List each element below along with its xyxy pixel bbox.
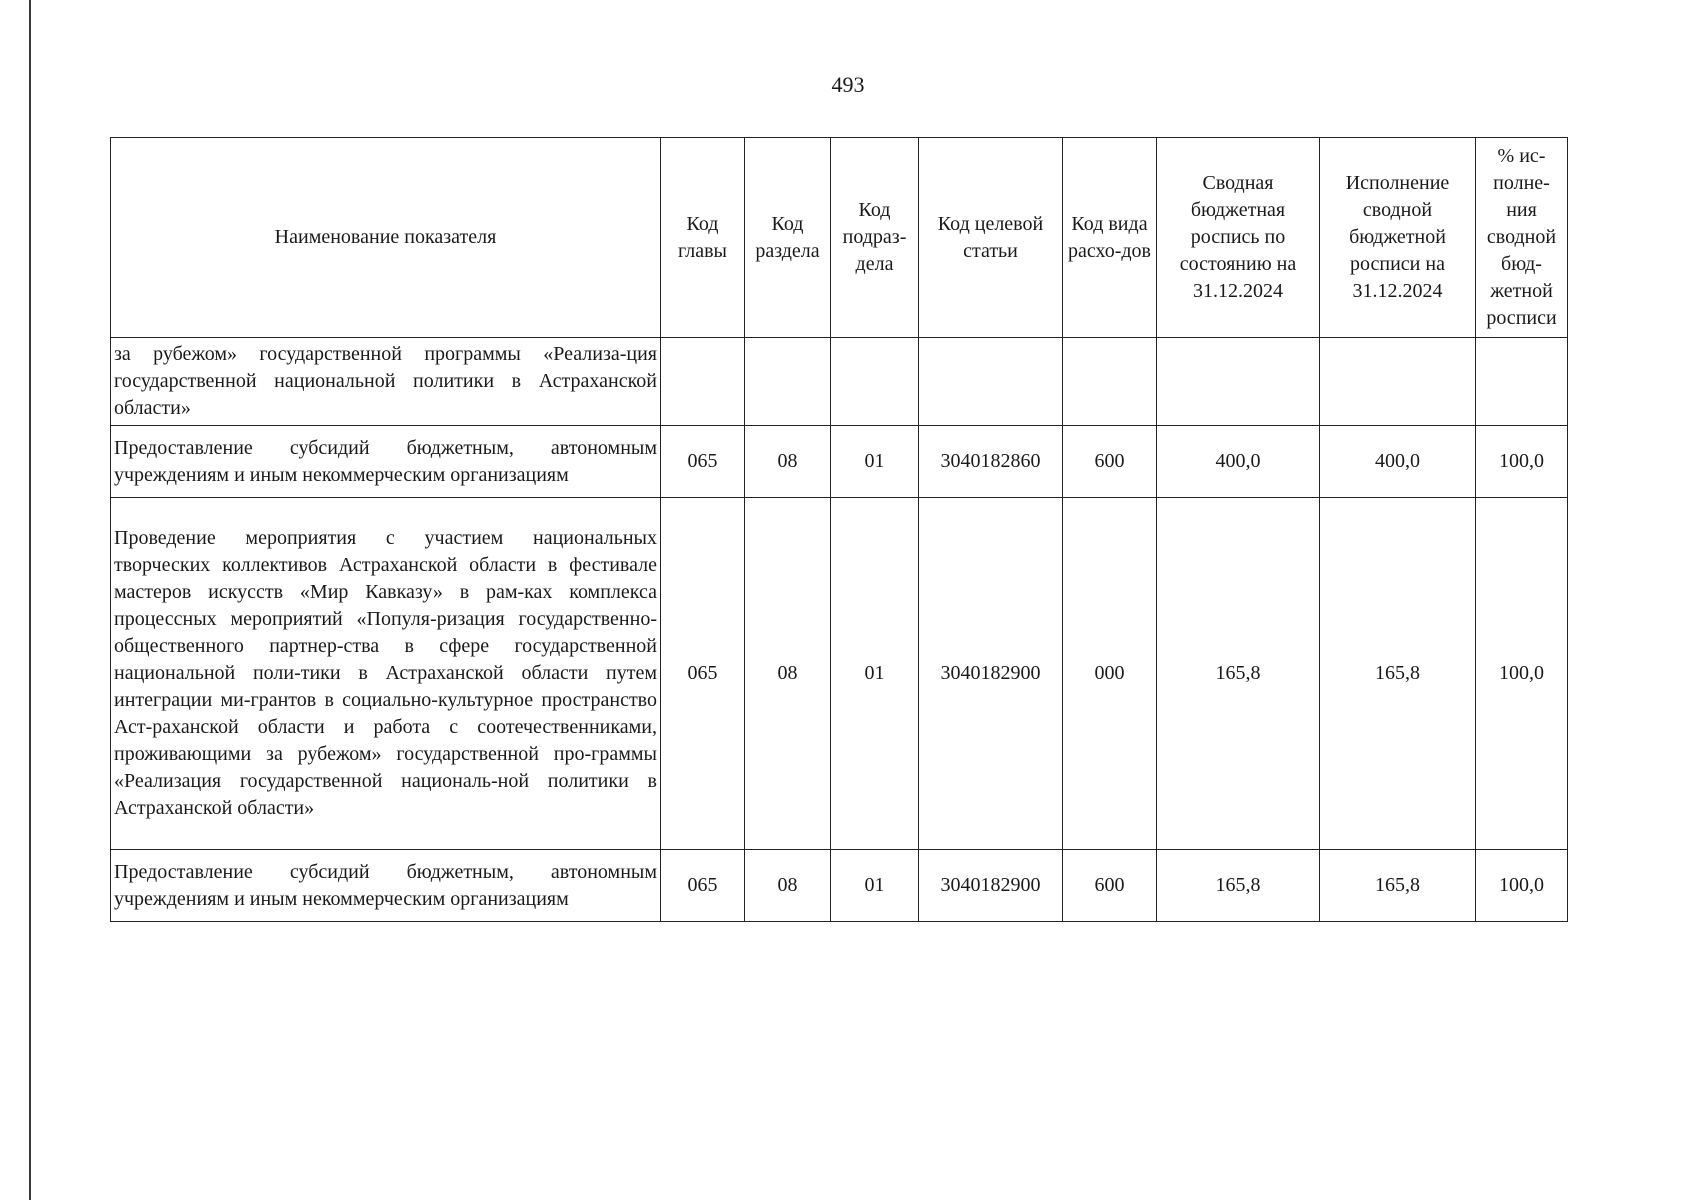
page-number: 493 <box>831 72 865 97</box>
row-section: 08 <box>745 498 831 850</box>
row-percent: 100,0 <box>1476 498 1568 850</box>
row-target: 3040182900 <box>919 498 1063 850</box>
row-target: 3040182860 <box>919 426 1063 498</box>
row-plan: 400,0 <box>1157 426 1320 498</box>
row-expense: 000 <box>1063 498 1157 850</box>
row-section <box>745 338 831 426</box>
header-section-code: Код раздела <box>745 138 831 338</box>
table-row <box>111 338 1568 426</box>
budget-execution-table <box>110 137 1568 922</box>
row-expense: 600 <box>1063 426 1157 498</box>
row-subsection: 01 <box>831 850 919 922</box>
page-binding-line <box>29 0 31 1200</box>
row-percent: 100,0 <box>1476 850 1568 922</box>
row-chapter: 065 <box>661 426 745 498</box>
row-chapter <box>661 338 745 426</box>
row-execution: 400,0 <box>1320 426 1476 498</box>
row-execution: 165,8 <box>1320 498 1476 850</box>
table-row <box>111 426 1568 498</box>
row-section: 08 <box>745 426 831 498</box>
header-name: Наименование показателя <box>111 138 661 338</box>
row-name: за рубежом» государственной программы «Реализа-ция государственной национальной политики в Астраханской области» <box>111 338 661 426</box>
table-row <box>111 850 1568 922</box>
row-subsection: 01 <box>831 426 919 498</box>
row-execution <box>1320 338 1476 426</box>
row-subsection <box>831 338 919 426</box>
row-percent: 100,0 <box>1476 426 1568 498</box>
row-plan: 165,8 <box>1157 850 1320 922</box>
row-chapter: 065 <box>661 850 745 922</box>
row-plan <box>1157 338 1320 426</box>
header-percent: % ис-полне-ния сводной бюд-жетной росписи <box>1476 138 1568 338</box>
row-plan: 165,8 <box>1157 498 1320 850</box>
row-section: 08 <box>745 850 831 922</box>
header-chapter-code: Код главы <box>661 138 745 338</box>
row-target: 3040182900 <box>919 850 1063 922</box>
header-target-code: Код целевой статьи <box>919 138 1063 338</box>
row-expense <box>1063 338 1157 426</box>
row-target <box>919 338 1063 426</box>
row-percent <box>1476 338 1568 426</box>
table-header-row <box>111 138 1568 338</box>
header-execution: Исполнение сводной бюджетной росписи на 31.12.2024 <box>1320 138 1476 338</box>
header-expense-code: Код вида расхо-дов <box>1063 138 1157 338</box>
row-name: Предоставление субсидий бюджетным, автономным учреждениям и иным некоммерческим организациям <box>111 850 661 922</box>
row-execution: 165,8 <box>1320 850 1476 922</box>
row-expense: 600 <box>1063 850 1157 922</box>
row-subsection: 01 <box>831 498 919 850</box>
row-name: Предоставление субсидий бюджетным, автономным учреждениям и иным некоммерческим организациям <box>111 426 661 498</box>
row-chapter: 065 <box>661 498 745 850</box>
row-name: Проведение мероприятия с участием национальных творческих коллективов Астраханской области в фестивале мастеров искусств «Мир Кавказу» в рам-ках комплекса процессных мероприятий «Популя-ризация государственно-общественного партнер-ства в сфере государственной национальной поли-тики в Астраханской области путем интеграции ми-грантов в социально-культурное пространство Аст-раханской области и работа с соотечественниками, проживающими за рубежом» государственной про-граммы «Реализация государственной националь-ной политики в Астраханской области» <box>111 498 661 850</box>
table-row <box>111 498 1568 850</box>
header-subsection-code: Код подраз-дела <box>831 138 919 338</box>
header-plan: Сводная бюджетная роспись по состоянию на 31.12.2024 <box>1157 138 1320 338</box>
